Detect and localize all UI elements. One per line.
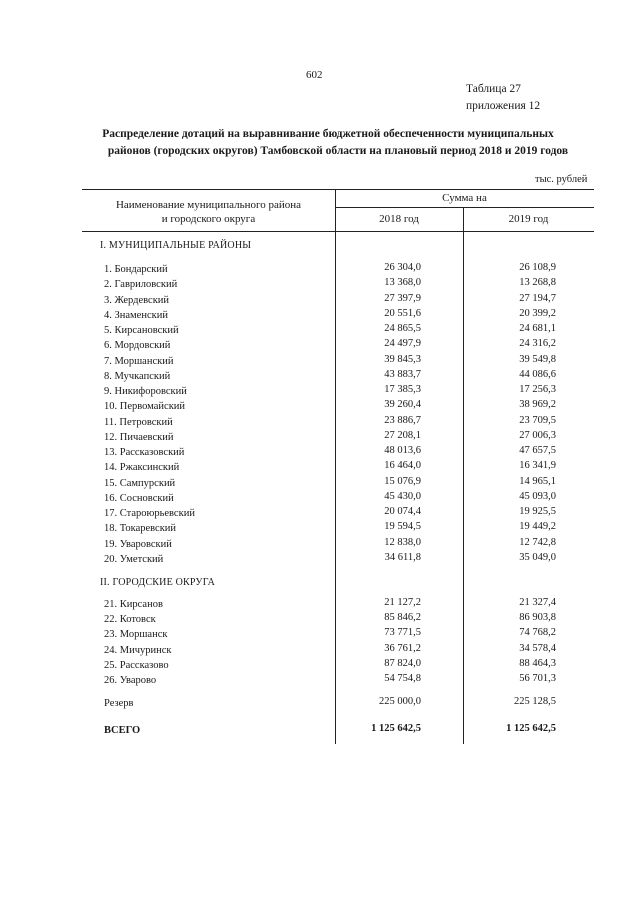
header-name-line-1: Наименование муниципального района xyxy=(115,199,302,211)
district-name: 13. Рассказовский xyxy=(104,447,185,458)
value-2019: 39 549,8 xyxy=(519,353,556,365)
district-name: 12. Пичаевский xyxy=(104,431,174,443)
value-2018: 36 761,2 xyxy=(384,642,421,654)
value-2018: 19 594,5 xyxy=(384,521,421,533)
value-2019: 35 049,0 xyxy=(519,551,556,563)
district-name: 11. Петровский xyxy=(104,416,173,428)
district-name: 7. Моршанский xyxy=(104,355,174,367)
value-2019: 23 709,5 xyxy=(519,414,556,426)
total-label: ВСЕГО xyxy=(104,725,141,736)
value-2018: 27 397,9 xyxy=(384,292,421,304)
value-2019: 19 925,5 xyxy=(519,506,556,517)
value-2018: 48 013,6 xyxy=(384,445,421,456)
value-2019: 14 965,1 xyxy=(519,475,556,487)
reserve-2018: 225 000,0 xyxy=(379,696,421,707)
value-2018: 39 260,4 xyxy=(384,399,421,411)
value-2019: 34 578,4 xyxy=(519,642,556,654)
district-name: 26. Уварово xyxy=(104,675,157,686)
section-title-city-districts: II. ГОРОДСКИЕ ОКРУГА xyxy=(100,577,216,588)
district-name: 2. Гавриловский xyxy=(104,279,178,291)
value-2019: 19 449,2 xyxy=(519,521,556,533)
district-name: 8. Мучкапский xyxy=(104,370,171,382)
value-2019: 44 086,6 xyxy=(519,368,556,380)
reserve-label: Резерв xyxy=(104,698,134,709)
value-2018: 23 886,7 xyxy=(384,414,421,426)
reserve-2019: 225 128,5 xyxy=(514,696,556,707)
value-2018: 24 497,9 xyxy=(384,338,421,350)
value-2018: 45 430,0 xyxy=(384,490,421,502)
value-2018: 20 551,6 xyxy=(384,307,421,319)
document-title-line-1: Распределение дотаций на выравнивание бюджетной обеспеченности муниципальных xyxy=(102,128,554,140)
value-2018: 13 368,0 xyxy=(384,277,421,289)
value-2018: 21 127,2 xyxy=(384,597,421,608)
district-name: 1. Бондарский xyxy=(104,264,168,275)
total-2018: 1 125 642,5 xyxy=(371,723,421,734)
value-2018: 16 464,0 xyxy=(384,460,421,472)
district-name: 20. Уметский xyxy=(104,553,164,565)
header-year-2019: 2019 год xyxy=(508,213,549,225)
district-name: 14. Ржаксинский xyxy=(104,462,180,474)
value-2019: 16 341,9 xyxy=(519,460,556,472)
district-name: 5. Кирсановский xyxy=(104,325,179,336)
header-year-2018: 2018 год xyxy=(379,213,419,225)
value-2018: 24 865,5 xyxy=(384,323,421,334)
value-2019: 26 108,9 xyxy=(519,262,556,273)
value-2018: 39 845,3 xyxy=(384,353,421,365)
appendix-number: приложения 12 xyxy=(466,100,541,112)
table-top-border xyxy=(82,189,594,190)
district-name: 25. Рассказово xyxy=(104,659,169,671)
value-2019: 38 969,2 xyxy=(519,399,556,411)
value-2018: 54 754,8 xyxy=(384,673,421,684)
value-2019: 21 327,4 xyxy=(519,597,556,608)
district-name: 17. Староюрьевский xyxy=(104,508,195,519)
district-name: 16. Сосновский xyxy=(104,492,174,504)
value-2019: 12 742,8 xyxy=(519,536,556,548)
district-name: 21. Кирсанов xyxy=(104,599,163,610)
district-name: 3. Жердевский xyxy=(104,294,170,306)
page-number: 602 xyxy=(306,69,323,81)
value-2018: 26 304,0 xyxy=(384,262,421,273)
district-name: 22. Котовск xyxy=(104,614,156,626)
district-name: 10. Первомайский xyxy=(104,401,186,413)
value-2018: 27 208,1 xyxy=(384,429,421,441)
value-2018: 34 611,8 xyxy=(384,551,421,563)
value-2019: 86 903,8 xyxy=(519,612,556,624)
header-sum-divider xyxy=(335,207,594,208)
units-label: тыс. рублей xyxy=(535,174,588,185)
value-2018: 87 824,0 xyxy=(384,657,421,669)
value-2019: 27 194,7 xyxy=(519,292,556,304)
district-name: 15. Сампурский xyxy=(104,477,176,489)
district-name: 19. Уваровский xyxy=(104,538,172,550)
value-2019: 13 268,8 xyxy=(519,277,556,289)
section-title-municipal-districts: I. МУНИЦИПАЛЬНЫЕ РАЙОНЫ xyxy=(100,240,252,251)
value-2018: 73 771,5 xyxy=(384,627,421,639)
header-sum-on: Сумма на xyxy=(442,192,487,204)
district-name: 18. Токаревский xyxy=(104,523,177,535)
value-2018: 17 385,3 xyxy=(384,384,421,395)
value-2019: 45 093,0 xyxy=(519,490,556,502)
district-name: 6. Мордовский xyxy=(104,340,171,352)
value-2019: 74 768,2 xyxy=(519,627,556,639)
value-2019: 88 464,3 xyxy=(519,657,556,669)
district-name: 9. Никифоровский xyxy=(104,386,187,397)
value-2018: 12 838,0 xyxy=(384,536,421,548)
value-2018: 85 846,2 xyxy=(384,612,421,624)
value-2018: 15 076,9 xyxy=(384,475,421,487)
value-2019: 17 256,3 xyxy=(519,384,556,395)
column-divider-2 xyxy=(463,207,464,744)
value-2019: 24 316,2 xyxy=(519,338,556,350)
value-2019: 24 681,1 xyxy=(519,323,556,334)
district-name: 4. Знаменский xyxy=(104,309,168,321)
table-number: Таблица 27 xyxy=(466,83,521,95)
value-2019: 27 006,3 xyxy=(519,429,556,441)
total-2019: 1 125 642,5 xyxy=(506,723,556,734)
value-2018: 20 074,4 xyxy=(384,506,421,517)
value-2018: 43 883,7 xyxy=(384,368,421,380)
value-2019: 20 399,2 xyxy=(519,307,556,319)
header-name-line-2: и городского округа xyxy=(161,213,256,225)
value-2019: 47 657,5 xyxy=(519,445,556,456)
header-bottom-border xyxy=(82,231,594,232)
document-title-line-2: районов (городских округов) Тамбовской области на плановый период 2018 и 2019 годов xyxy=(107,145,569,157)
district-name: 23. Моршанск xyxy=(104,629,168,641)
district-name: 24. Мичуринск xyxy=(104,644,172,656)
value-2019: 56 701,3 xyxy=(519,673,556,684)
